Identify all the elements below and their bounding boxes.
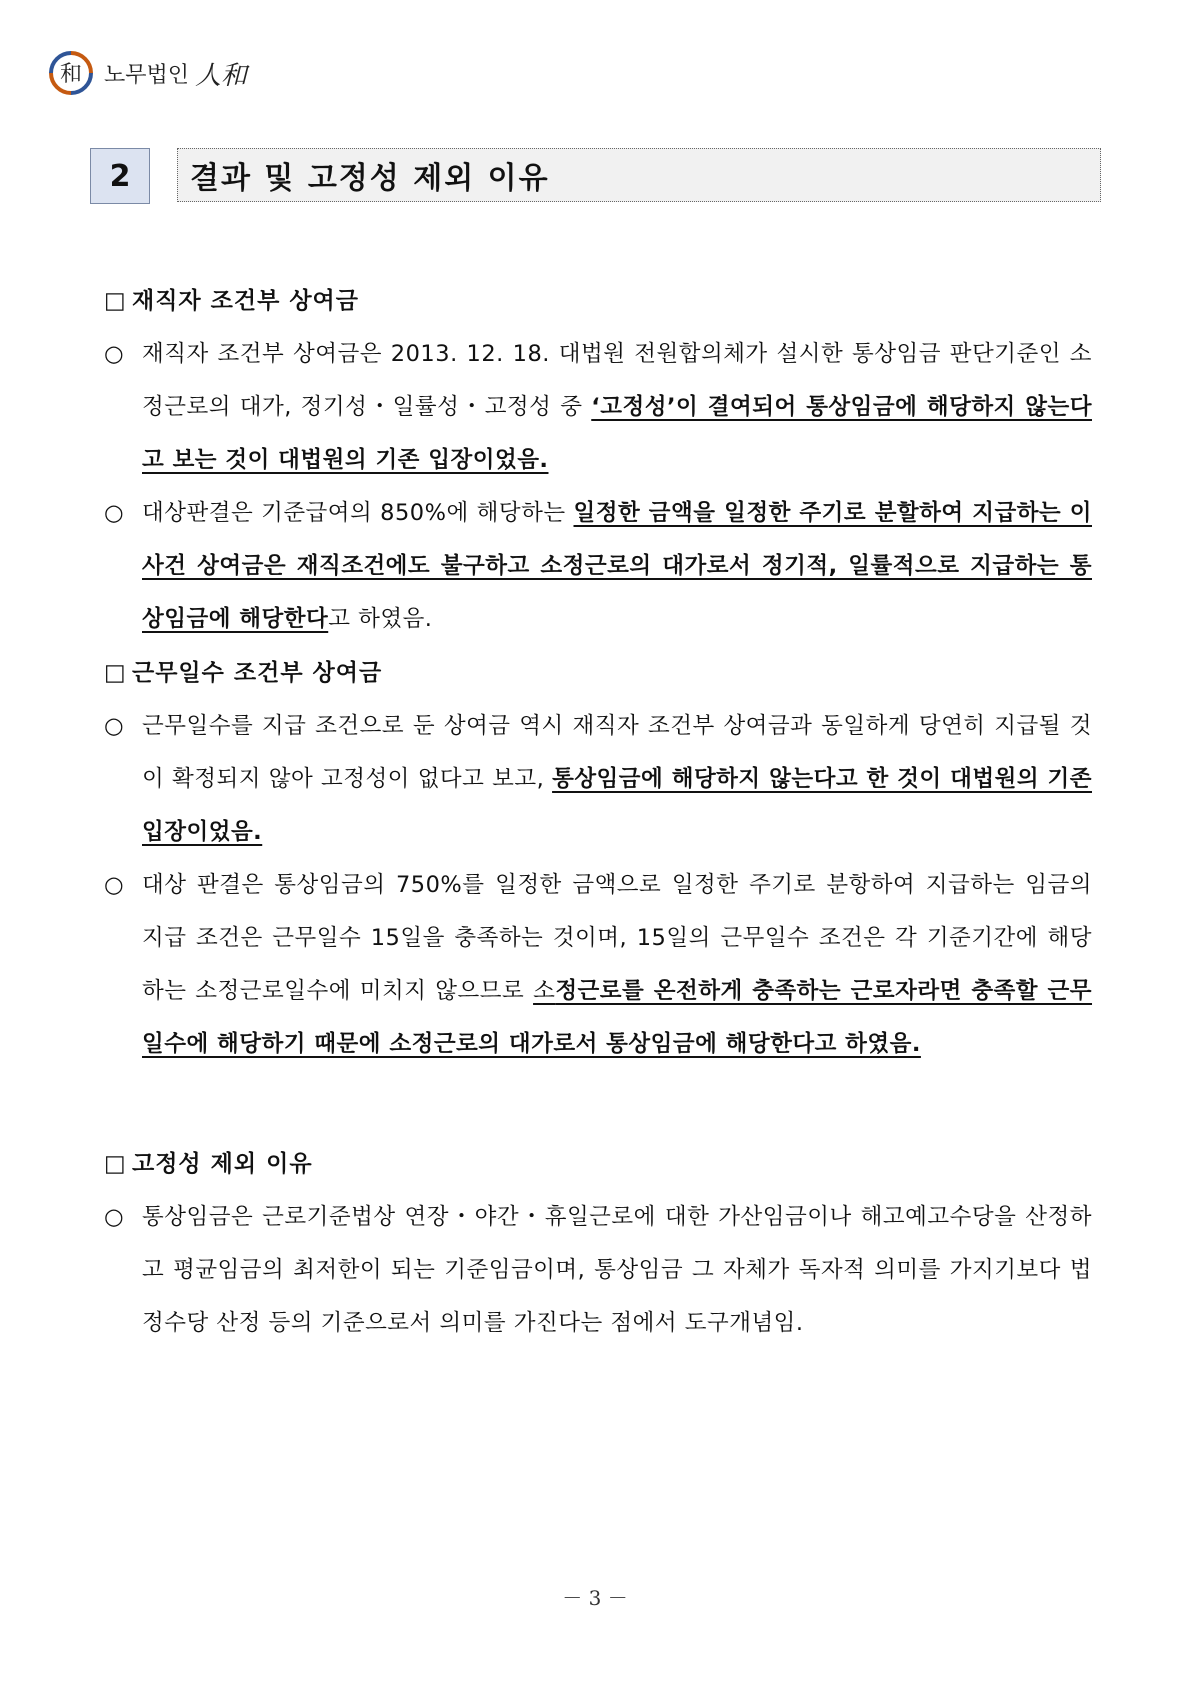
section-block-incumbent-bonus [104,275,1092,646]
body-text: 대상판결은 기준급여의 850%에 해당하는 [142,500,574,526]
section-number: 2 [90,148,150,204]
subheading [104,1138,1092,1191]
circle-bullet-icon: ○ [104,1204,125,1230]
circle-bullet-icon: ○ [104,500,125,526]
circle-bullet-icon: ○ [104,872,125,898]
firm-script-name: 人和 [195,60,248,91]
body-text: 대상 판결은 통상임금의 750%를 일정한 금액으로 일정한 주기로 분항하여 지급하는 임금의 지급 조건은 근무일수 15일을 충족하는 것이며, 15일의 근무일수 조건은 각 기준기간에 해당하는 소정근로일수에 미치지 않으므로 [142,872,1092,1004]
checkbox-square-icon: □ [104,660,127,686]
circle-bullet-icon: ○ [104,713,125,739]
list-item [104,859,1092,1071]
list-item [104,328,1092,487]
body-text: 고 하였음. [328,606,433,632]
checkbox-square-icon: □ [104,288,127,314]
subheading [104,647,1092,700]
emphasized-text: 일정한 금액을 일정한 주기로 분할하여 지급하는 이 사건 상여금은 재직조건에도 불구하고 소정근로의 대가로서 정기적, 일률적으로 지급하는 통상임금에 해당한다 [142,500,1092,632]
section-block-fixedness-exclusion [104,1138,1092,1350]
logo-glyph: 和 [59,62,83,87]
emphasized-text: 정근로를 온전하게 충족하는 근로자라면 충족할 근무일수에 해당하기 때문에 소정근로의 대가로서 통상임금에 해당한다고 하였음. [142,978,1093,1057]
firm-logo [48,50,247,96]
firm-seal-icon [48,50,94,96]
body-text: 재직자 조건부 상여금은 2013. 12. 18. 대법원 전원합의체가 설시한 통상임금 판단기준인 소정근로의 대가, 정기성・일률성・고정성 중 [142,341,1093,420]
firm-name: 노무법인 [104,62,190,88]
list-item [104,700,1092,859]
section-block-workday-bonus [104,647,1092,1071]
emphasized-text: ‘고정성’이 결여되어 통상임금에 해당하지 않는다고 보는 것이 대법원의 기존 입장이었음. [142,394,1092,473]
subheading-text: 고정성 제외 이유 [132,1151,313,1177]
checkbox-square-icon: □ [104,1151,127,1177]
section-title: 결과 및 고정성 제외 이유 [177,148,1101,202]
list-item [104,1191,1092,1350]
emphasized-text: 통상임금에 해당하지 않는다고 한 것이 대법원의 기존 입장이었음. [142,766,1092,845]
circle-bullet-icon: ○ [104,341,125,367]
list-item [104,487,1092,646]
body-text: 통상임금은 근로기준법상 연장・야간・휴일근로에 대한 가산임금이나 해고예고수당을 산정하고 평균임금의 최저한이 되는 기준임금이며, 통상임금 그 자체가 독자적 의미를 가지기보다 법정수당 산정 등의 기준으로서 의미를 가진다는 점에서 도구개념임. [142,1204,1092,1336]
subheading-text: 근무일수 조건부 상여금 [132,660,383,686]
subheading [104,275,1092,328]
emphasized-text: 소 [533,978,556,1004]
page-number: － 3 － [562,1586,628,1610]
body-text: 근무일수를 지급 조건으로 둔 상여금 역시 재직자 조건부 상여금과 동일하게 당연히 지급될 것이 확정되지 않아 고정성이 없다고 보고, [142,713,1092,792]
subheading-text: 재직자 조건부 상여금 [132,288,359,314]
